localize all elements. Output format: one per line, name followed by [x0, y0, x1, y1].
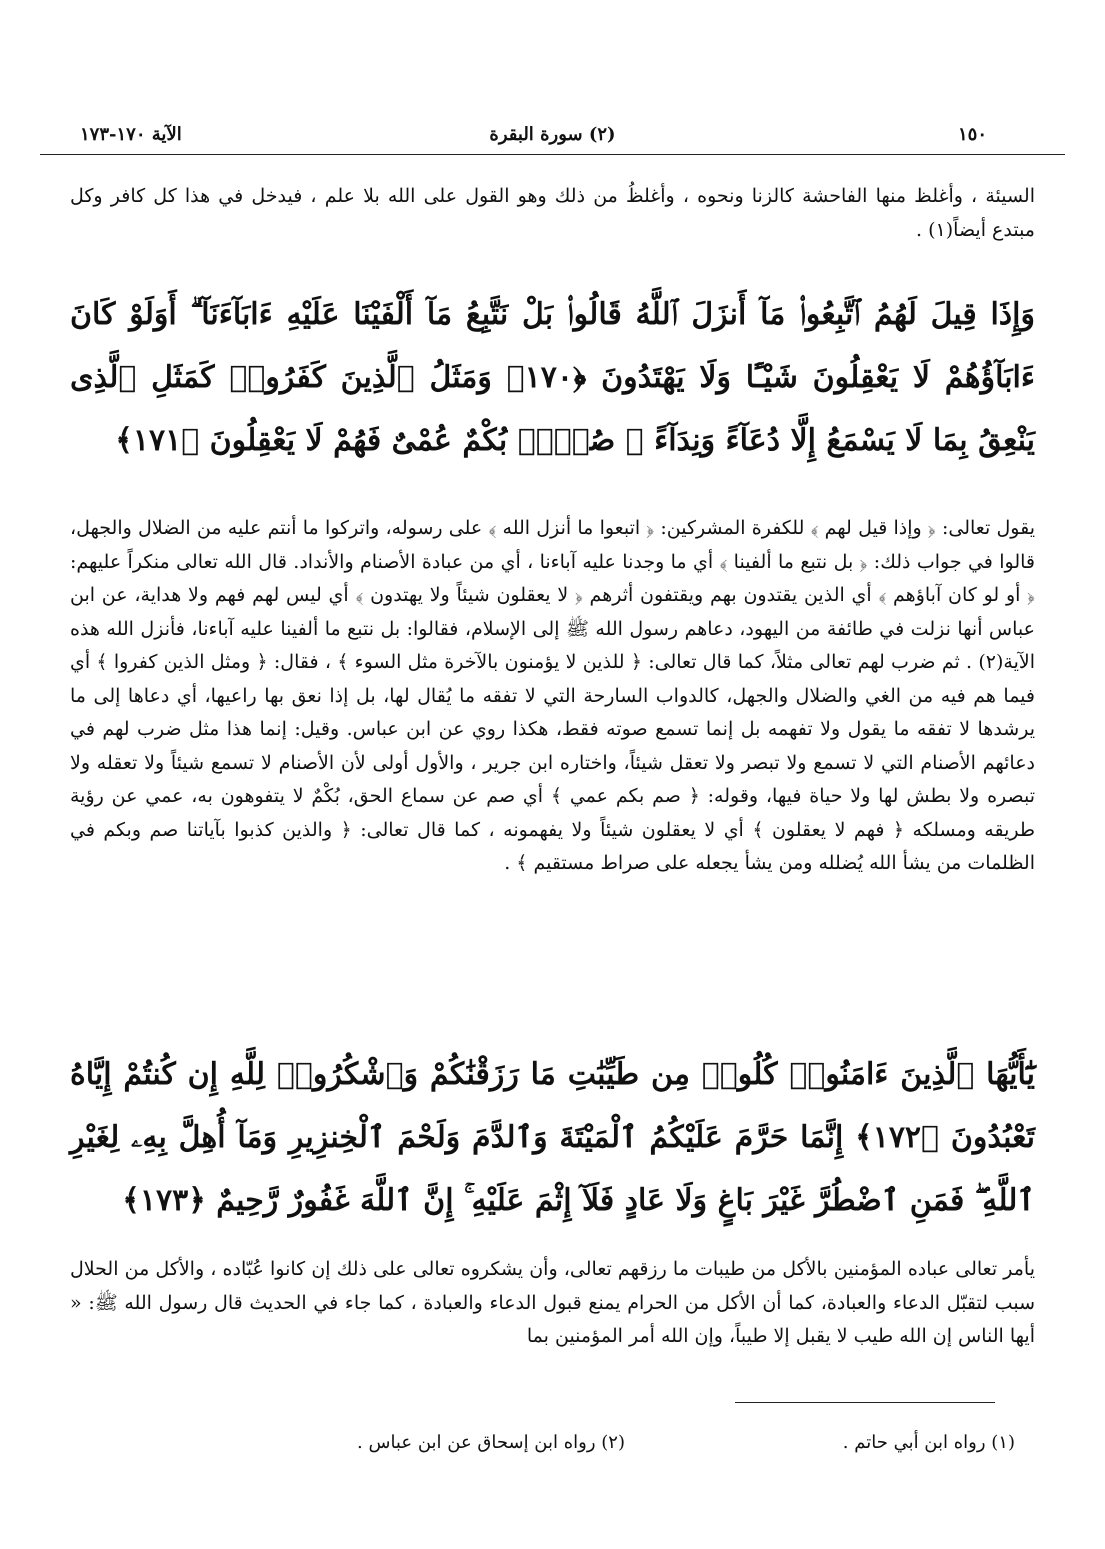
header-divider: [40, 154, 1065, 155]
surah-title: (٢) سورة البقرة: [489, 124, 616, 145]
ayah-range: الآية ١٧٠-١٧٣: [80, 124, 182, 145]
verse-text: وَإِذَا قِيلَ لَهُمُ ٱتَّبِعُوا۟ مَآ أَنزَلَ ٱللَّهُ قَالُوا۟ بَلْ نَتَّبِعُ مَآ أَلْفَيْنَا عَلَيْهِ ءَابَآءَنَآ ۗ أَوَلَوْ كَانَ ءَابَآؤُهُمْ لَا يَعْقِلُونَ شَيْـًٔا وَلَا يَهْتَدُونَ ﴿١٧٠﴾ وَمَثَلُ ٱلَّذِينَ كَفَرُوا۟ كَمَثَلِ ٱلَّذِى يَنْعِقُ بِمَا لَا يَسْمَعُ إِلَّا دُعَآءً وَنِدَآءً ۚ صُمٌّۢ بُكْمٌ عُمْىٌ فَهُمْ لَا يَعْقِلُونَ ﴿١٧١﴾: [70, 297, 1035, 458]
footnote-divider: [735, 1402, 995, 1403]
footnote-2: (٢) رواه ابن إسحاق عن ابن عباس .: [357, 1432, 625, 1453]
footnote-1: (١) رواه ابن أبي حاتم .: [842, 1432, 1015, 1453]
verse-text: يَٰٓأَيُّهَا ٱلَّذِينَ ءَامَنُوا۟ كُلُوا۟ مِن طَيِّبَٰتِ مَا رَزَقْنَٰكُمْ وَٱشْكُرُوا۟ لِلَّهِ إِن كُنتُمْ إِيَّاهُ تَعْبُدُونَ ﴿١٧٢﴾ إِنَّمَا حَرَّمَ عَلَيْكُمُ ٱلْمَيْتَةَ وَٱلدَّمَ وَلَحْمَ ٱلْخِنزِيرِ وَمَآ أُهِلَّ بِهِۦ لِغَيْرِ ٱللَّهِ ۖ فَمَنِ ٱضْطُرَّ غَيْرَ بَاغٍ وَلَا عَادٍ فَلَآ إِثْمَ عَلَيْهِ ۚ إِنَّ ٱللَّهَ غَفُورٌ رَّحِيمٌ ﴿١٧٣﴾: [70, 1057, 1035, 1218]
page-number: ١٥٠: [957, 124, 987, 145]
quran-verse-170-171: [70, 283, 1035, 472]
tafsir-text: يأمر تعالى عباده المؤمنين بالأكل من طيبات ما رزقهم تعالى، وأن يشكروه تعالى على ذلك إن كانوا عُبّاده ، والأكل من الحلال سبب لتقبّل الدعاء والعبادة، كما أن الأكل من الحرام يمنع قبول الدعاء والعبادة ، كما جاء في الحديث قال رسول الله ﷺ: « أيها الناس إن الله طيب لا يقبل إلا طيباً، وإن الله أمر المؤمنين بما: [70, 1258, 1035, 1347]
tafsir-text: يقول تعالى: ﴿ وإذا قيل لهم ﴾ للكفرة المشركين: ﴿ اتبعوا ما أنزل الله ﴾ على رسوله، واتركوا ما أنتم عليه من الضلال والجهل، قالوا في جواب ذلك: ﴿ بل نتبع ما ألفينا ﴾ أي ما وجدنا عليه آباءنا ، أي من عبادة الأصنام والأنداد. قال الله تعالى منكراً عليهم: ﴿ أو لو كان آباؤهم ﴾ أي الذين يقتدون بهم ويقتفون أثرهم ﴿ لا يعقلون شيئاً ولا يهتدون ﴾ أي ليس لهم فهم ولا هداية، عن ابن عباس أنها نزلت في طائفة من اليهود، دعاهم رسول الله ﷺ إلى الإسلام، فقالوا: بل نتبع ما ألفينا عليه آباءنا، فأنزل الله هذه الآية(٢) . ثم ضرب لهم تعالى مثلاً، كما قال تعالى: ﴿ للذين لا يؤمنون بالآخرة مثل السوء ﴾ ، فقال: ﴿ ومثل الذين كفروا ﴾ أي فيما هم فيه من الغي والضلال والجهل، كالدواب السارحة التي لا تفقه ما يُقال لها، بل إذا نعق بها راعيها، أي دعاها إلى ما يرشدها لا تفقه ما يقول ولا تفهمه بل إنما تسمع صوته فقط، هكذا روي عن ابن عباس. وقيل: إنما هذا مثل ضرب لهم في دعائهم الأصنام التي لا تسمع ولا تبصر ولا تعقل شيئاً، واختاره ابن جرير ، والأول أولى لأن الأصنام لا تسمع شيئاً ولا تعقله ولا تبصره ولا بطش لها ولا حياة فيها، وقوله: ﴿ صم بكم عمي ﴾ أي صم عن سماع الحق، بُكْمٌ لا يتفوهون به، عمي عن رؤية طريقه ومسلكه ﴿ فهم لا يعقلون ﴾ أي لا يعقلون شيئاً ولا يفهمونه ، كما قال تعالى: ﴿ والذين كذبوا بآياتنا صم وبكم في الظلمات من يشأ الله يُضلله ومن يشأ يجعله على صراط مستقيم ﴾ .: [70, 517, 1035, 874]
page-header: [40, 118, 1065, 154]
tafsir-paragraph-2: [70, 1253, 1035, 1354]
tafsir-paragraph-1: [70, 512, 1035, 881]
intro-text: السيئة ، وأغلظ منها الفاحشة كالزنا ونحوه ، وأغلظُ من ذلك وهو القول على الله بلا علم ، فيدخل في هذا كل كافر وكل مبتدع أيضاً(١) .: [70, 185, 1035, 241]
intro-paragraph: [70, 180, 1035, 247]
quran-verse-172-173: [70, 1043, 1035, 1232]
